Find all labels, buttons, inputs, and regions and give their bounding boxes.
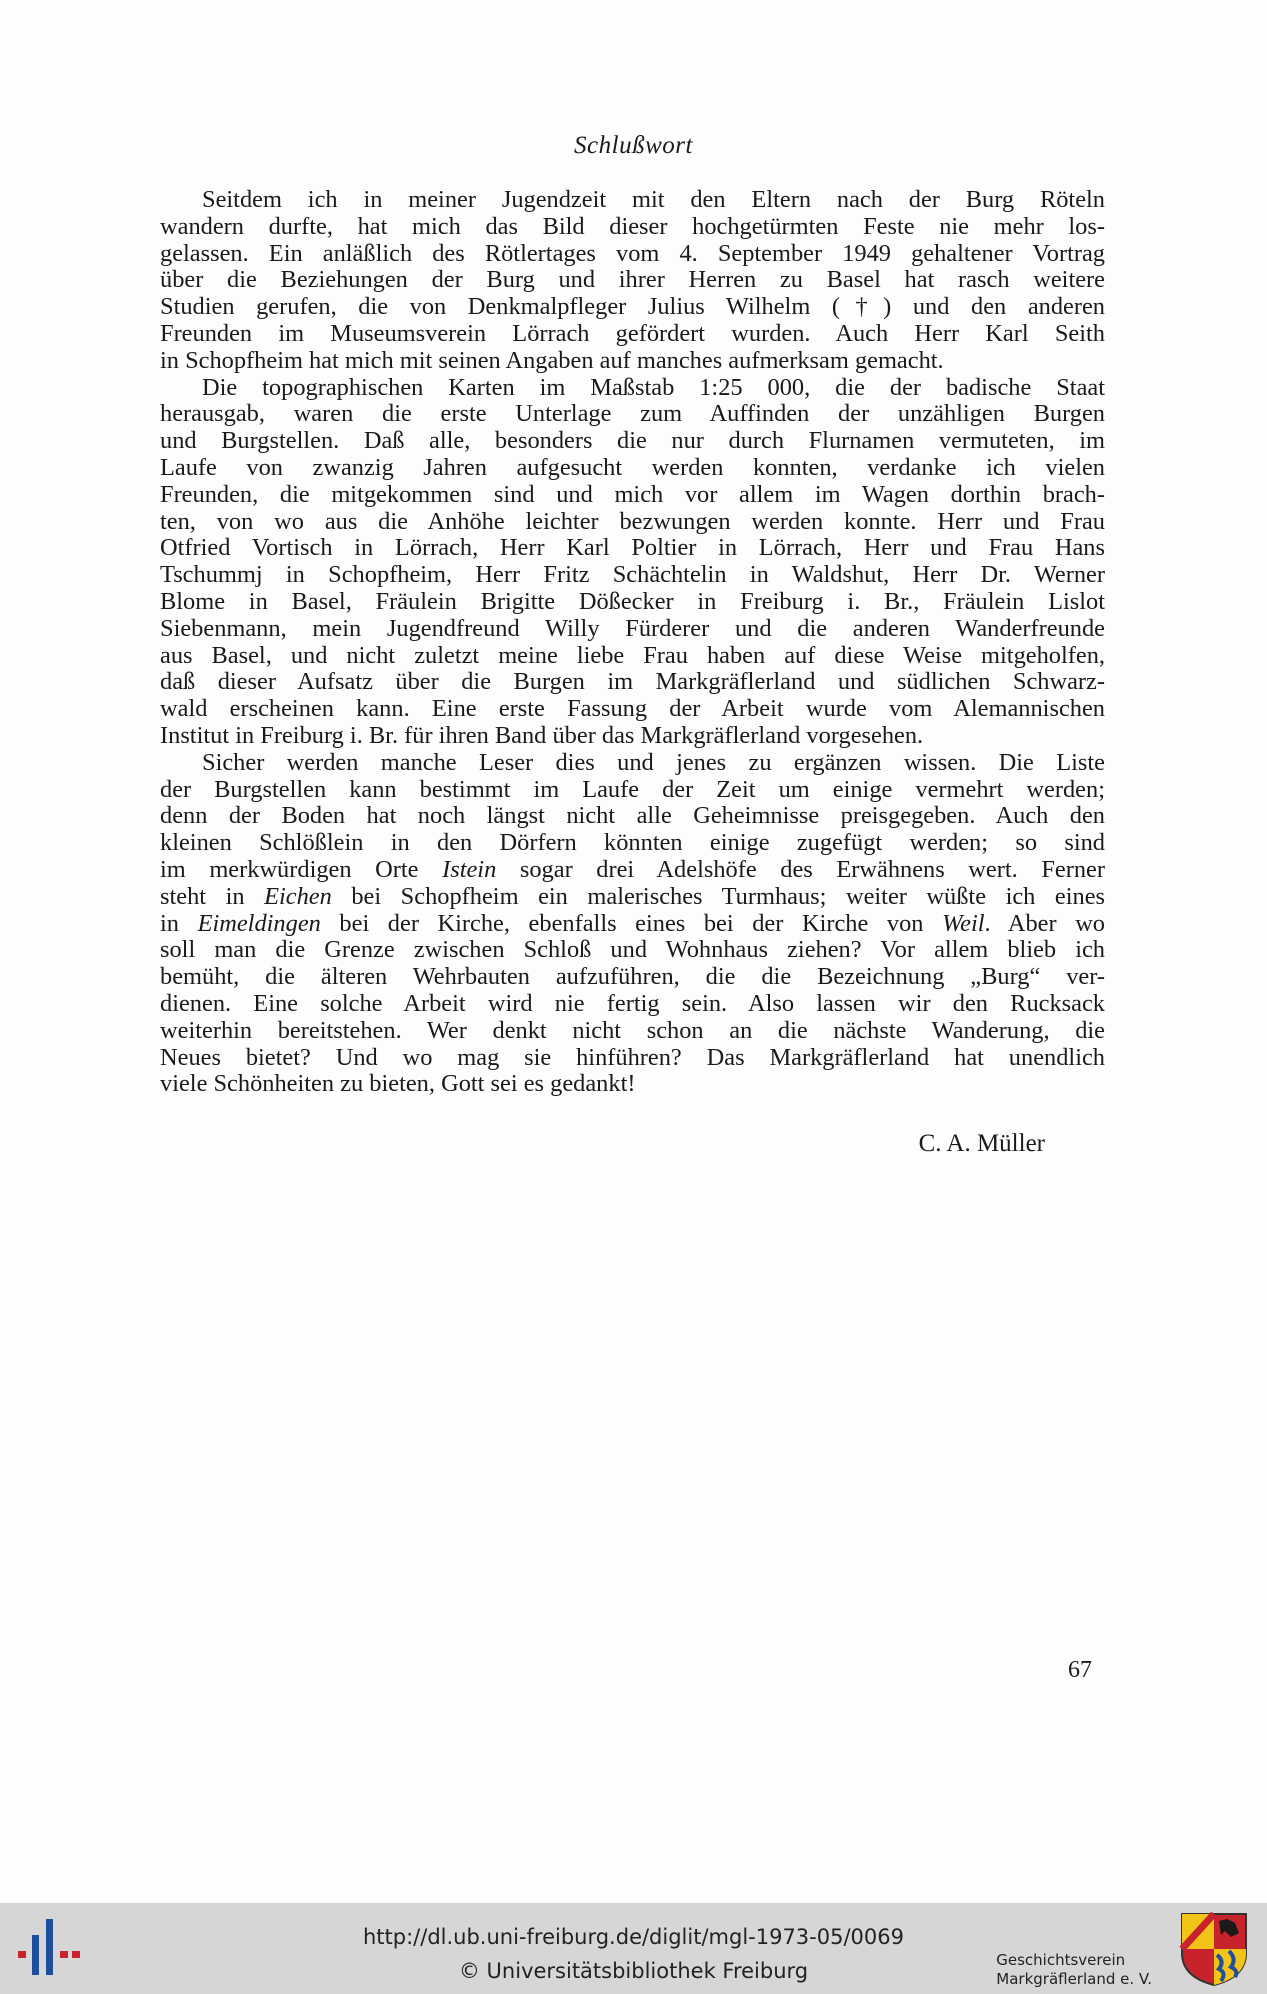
place-name-weil: Weil [942, 909, 985, 937]
text-line: kleinen Schlößlein in den Dörfern könnten einige zugefügt werden; so sind [160, 829, 1105, 857]
text-line: herausgab, waren die erste Unterlage zum Auffinden der unzähligen Burgen [160, 400, 1105, 428]
text-line [160, 911, 1105, 938]
text-line: Die topographischen Karten im Maßstab 1:25 000, die der badische Staat [202, 373, 1105, 401]
text-line: denn der Boden hat noch längst nicht alle Geheimnisse preisgegeben. Auch den [160, 802, 1105, 830]
text-line: Blome in Basel, Fräulein Brigitte Dößecker in Freiburg i. Br., Fräulein Lislot [160, 587, 1105, 615]
copyright-notice: © Universitätsbibliothek Freiburg [458, 1959, 809, 1983]
place-name-eichen: Eichen [264, 882, 332, 910]
text-line: Sicher werden manche Leser dies und jenes zu ergänzen wissen. Die Liste [202, 748, 1105, 776]
place-name-istein: Istein [442, 855, 497, 883]
body-text [160, 187, 1105, 1098]
text-line: wandern durfte, hat mich das Bild dieser hochgetürmten Feste nie mehr los- [160, 212, 1105, 240]
text-segment: in [160, 909, 198, 937]
text-line: daß dieser Aufsatz über die Burgen im Markgräflerland und südlichen Schwarz- [160, 668, 1105, 696]
coat-of-arms-icon [1179, 1911, 1249, 1991]
text-line: Otfried Vortisch in Lörrach, Herr Karl Poltier in Lörrach, Herr und Frau Hans [160, 534, 1105, 562]
footer-bar [0, 1903, 1267, 1994]
text-line: Institut in Freiburg i. Br. für ihren Band über das Markgräflerland vorgesehen. [160, 721, 924, 749]
text-segment: bei Schopfheim ein malerisches Turmhaus; weiter wüßte ich eines [331, 882, 1106, 910]
text-line: in Schopfheim hat mich mit seinen Angaben auf manches aufmerksam gemacht. [160, 346, 944, 374]
page-title: Schlußwort [574, 132, 693, 159]
text-line: Tschummj in Schopfheim, Herr Fritz Schächtelin in Waldshut, Herr Dr. Werner [160, 561, 1105, 589]
text-line: Freunden im Museumsverein Lörrach gefördert wurden. Auch Herr Karl Seith [160, 319, 1105, 347]
text-line: viele Schönheiten zu bieten, Gott sei es gedankt! [160, 1070, 636, 1098]
text-line: gelassen. Ein anläßlich des Rötlertages vom 4. September 1949 gehaltener Vortrag [160, 239, 1105, 267]
text-line: aus Basel, und nicht zuletzt meine liebe Frau haben auf diese Weise mitgeholfen, [160, 641, 1105, 669]
text-line: über die Beziehungen der Burg und ihrer Herren zu Basel hat rasch weitere [160, 266, 1105, 294]
text-line [160, 884, 1105, 911]
text-line: weiterhin bereitstehen. Wer denkt nicht schon an die nächste Wanderung, die [160, 1016, 1105, 1044]
text-line: soll man die Grenze zwischen Schloß und Wohnhaus ziehen? Vor allem blieb ich [160, 936, 1105, 964]
text-line: und Burgstellen. Daß alle, besonders die nur durch Flurnamen vermuteten, im [160, 427, 1105, 455]
text-segment: . Aber wo [984, 909, 1106, 937]
text-line: Freunden, die mitgekommen sind und mich vor allem im Wagen dorthin brach- [160, 480, 1105, 508]
text-segment: im merkwürdigen Orte [160, 855, 443, 883]
organization-name-line: Geschichtsverein [996, 1951, 1126, 1969]
text-line: Siebenmann, mein Jugendfreund Willy Fürderer und die anderen Wanderfreunde [160, 614, 1105, 642]
page-number: 67 [1068, 1657, 1092, 1683]
document-url-link[interactable]: http://dl.ub.uni-freiburg.de/diglit/mgl-1973-05/0069 [362, 1925, 904, 1949]
text-segment: sogar drei Adelshöfe des Erwähnens wert. Ferner [496, 855, 1105, 883]
text-line [160, 857, 1105, 884]
text-segment: steht in [160, 882, 265, 910]
text-line: Laufe von zwanzig Jahren aufgesucht werden konnten, verdanke ich vielen [160, 453, 1105, 481]
author-signature: C. A. Müller [918, 1130, 1045, 1157]
text-line: wald erscheinen kann. Eine erste Fassung der Arbeit wurde vom Alemannischen [160, 695, 1105, 723]
text-line: der Burgstellen kann bestimmt im Laufe der Zeit um einige vermehrt werden; [160, 775, 1105, 803]
text-line: Seitdem ich in meiner Jugendzeit mit den Eltern nach der Burg Röteln [202, 186, 1105, 213]
text-line: ten, von wo aus die Anhöhe leichter bezwungen werden konnte. Herr und Frau [160, 507, 1105, 535]
place-name-eimeldingen: Eimeldingen [197, 909, 321, 937]
text-line: bemüht, die älteren Wehrbauten aufzuführen, die die Bezeichnung „Burg“ ver- [160, 963, 1105, 991]
text-segment: bei der Kirche, ebenfalls eines bei der Kirche von [320, 909, 943, 937]
text-line: Studien gerufen, die von Denkmalpfleger Julius Wilhelm (†) und den anderen [160, 293, 1105, 321]
text-line: Neues bietet? Und wo mag sie hinführen? Das Markgräflerland hat unendlich [160, 1043, 1105, 1071]
text-line: dienen. Eine solche Arbeit wird nie fertig sein. Also lassen wir den Rucksack [160, 989, 1105, 1017]
organization-name [996, 1951, 1152, 1989]
organization-name-line: Markgräflerland e. V. [996, 1970, 1152, 1988]
